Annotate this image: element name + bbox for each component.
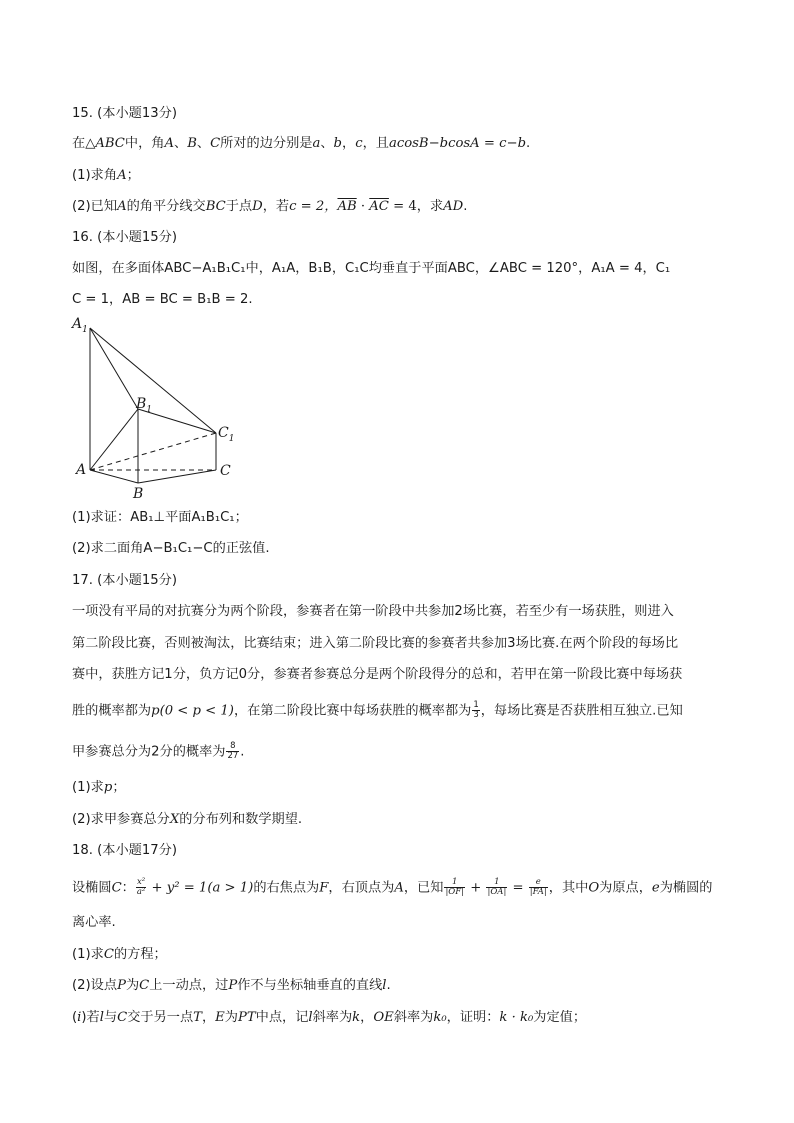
edge-a1-c1 xyxy=(90,328,216,433)
q17-line4: 胜的概率都为p(0 < p < 1)，在第二阶段比赛中每场获胜的概率都为 $\frac{1}{3}$ ，每场比赛是否获胜相互独立.已知 xyxy=(72,700,683,720)
label-a: A xyxy=(76,462,87,478)
vector-ac: $\overline{AC}$ xyxy=(369,199,389,214)
fraction-e-fa: $\frac{e}{|FA|}$ xyxy=(529,877,547,897)
label-b: B xyxy=(133,486,144,502)
edge-a1-b1 xyxy=(90,328,138,409)
q16-part1: (1)求证：AB₁⊥平面A₁B₁C₁； xyxy=(72,510,248,525)
edge-a-b xyxy=(90,470,138,483)
label-c1: $C_1$ xyxy=(218,425,235,444)
q17-part2: (2)求甲参赛总分X的分布列和数学期望. xyxy=(72,812,303,827)
edge-a-c1-hidden xyxy=(90,433,216,470)
fraction-x2-a2: $\frac{\text{x²}}{\text{a²}}$ xyxy=(136,877,146,897)
fraction-8-27: $\frac{8}{27}$ xyxy=(227,741,239,761)
q15-equation: acosB−bcosA = c−b xyxy=(388,136,527,151)
fraction-one-third: $\frac{1}{3}$ xyxy=(473,700,479,720)
q16-header: 16. (本小题15分) xyxy=(72,230,177,245)
edge-b-c xyxy=(138,470,216,483)
polyhedron-figure xyxy=(68,312,248,504)
vector-ab: $\overline{AB}$ xyxy=(337,199,357,214)
q17-line1: 一项没有平局的对抗赛分为两个阶段，参赛者在第一阶段中共参加2场比赛，若至少有一场获胜，则进入 xyxy=(72,604,674,619)
label-b1: $B_1$ xyxy=(136,396,153,415)
q15-part1: (1)求角A； xyxy=(72,168,140,183)
label-c: C xyxy=(220,463,231,479)
q15-header: 15. (本小题13分) xyxy=(72,106,177,121)
q17-part1: (1)求p； xyxy=(72,780,126,795)
q17-line3: 赛中，获胜方记1分，负方记0分，参赛者参赛总分是两个阶段得分的总和，若甲在第一阶段比赛中每场获 xyxy=(72,667,683,682)
q18-line1: 设椭圆C： $\frac{\text{x²}}{\text{a²}}$ + y² = 1(a > 1)的右焦点为F，右顶点为A，已知 $\frac{1}{|OF|}$ + $\frac{1}{|OA|}$ = $\frac{e}{|FA|}$ ，其中O为原点，e为椭圆的 xyxy=(72,877,713,897)
fraction-1-of: $\frac{1}{|OF|}$ xyxy=(445,877,465,897)
q16-part2: (2)求二面角A−B₁C₁−C的正弦值. xyxy=(72,541,270,556)
q15-part2: (2)已知A的角平分线交BC于点D，若c = 2，$\overline{AB} \cdot \overline{AC} = 4$，求AD. xyxy=(72,199,468,214)
edge-b1-a xyxy=(90,409,138,470)
q18-part2: (2)设点P为C上一动点，过P作不与坐标轴垂直的直线l. xyxy=(72,978,391,993)
q16-stem-line2: C = 1，AB = BC = B₁B = 2. xyxy=(72,292,253,307)
q17-line2: 第二阶段比赛，否则被淘汰，比赛结束；进入第二阶段比赛的参赛者共参加3场比赛.在两个阶段的每场比 xyxy=(72,636,679,651)
q16-stem-line1: 如图，在多面体ABC−A₁B₁C₁中，A₁A，B₁B，C₁C均垂直于平面ABC，∠ABC = 120°，A₁A = 4，C₁ xyxy=(72,261,671,276)
q17-header: 17. (本小题15分) xyxy=(72,573,177,588)
label-a1: $A_1$ xyxy=(72,316,88,335)
q15-stem: 在△ABC中，角A、B、C所对的边分别是a、b，c，且acosB−bcosA = c−b. xyxy=(72,136,531,151)
q17-line5: 甲参赛总分为2分的概率为 $\frac{8}{27}$ . xyxy=(72,741,245,761)
q18-part1: (1)求C的方程； xyxy=(72,947,167,962)
q18-header: 18. (本小题17分) xyxy=(72,843,177,858)
q18-part-i: (i)若l与C交于另一点T，E为PT中点，记l斜率为k，OE斜率为k₀，证明：k · k₀为定值； xyxy=(72,1010,587,1025)
q18-line2: 离心率. xyxy=(72,915,116,930)
fraction-1-oa: $\frac{1}{|OA|}$ xyxy=(487,877,507,897)
